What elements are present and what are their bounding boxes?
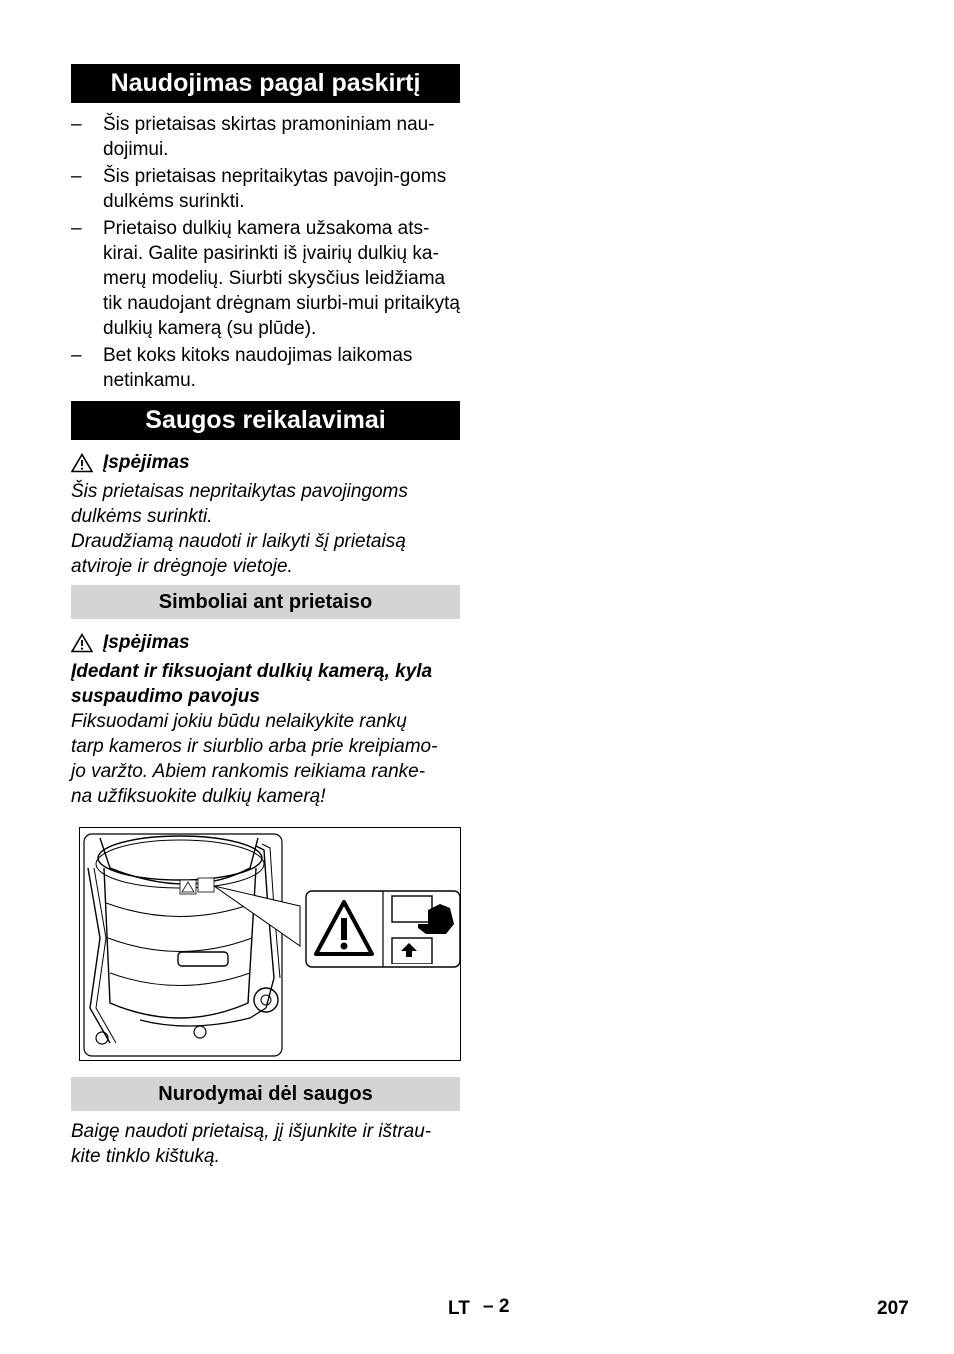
dash-marker: –	[71, 345, 82, 366]
section-heading-intended-use: Naudojimas pagal paskirtį	[71, 64, 460, 103]
warning-label: Įspėjimas	[103, 632, 190, 653]
footer-language-code: LT	[448, 1298, 470, 1319]
instruction-text-line: Baigę naudoti prietaisą, jį išjunkite ir ištrau-	[71, 1121, 432, 1142]
intended-use-list	[71, 112, 461, 395]
instruction-text-line: kite tinklo kištuką.	[71, 1146, 220, 1167]
list-item	[71, 164, 461, 214]
warning-text-line: Draudžiamą naudoti ir laikyti šį prietaisą	[71, 531, 406, 552]
hazard-text-line: jo varžto. Abiem rankomis reikiama ranke-	[71, 761, 426, 782]
section-heading-symbols: Simboliai ant prietaiso	[71, 585, 460, 619]
symbols-warning-block	[71, 630, 461, 809]
section-heading-safety-requirements: Saugos reikalavimai	[71, 401, 460, 440]
hazard-text-line: na užfiksuokite dulkių kamerą!	[71, 786, 326, 807]
list-item-text: Bet koks kitoks naudojimas laikomas netinkamu.	[103, 345, 413, 391]
warning-text-line: dulkėms surinkti.	[71, 506, 213, 527]
warning-triangle-icon	[312, 898, 376, 958]
hazard-title-line: suspaudimo pavojus	[71, 686, 260, 707]
section-heading-safety-instructions: Nurodymai dėl saugos	[71, 1077, 460, 1111]
list-item	[71, 216, 461, 341]
arrow-up-icon	[399, 942, 419, 958]
warning-triangle-icon	[71, 633, 93, 653]
list-item-text: Prietaiso dulkių kamera užsakoma ats-kirai. Galite pasirinkti iš įvairių dulkių ka-merų modelių. Siurbti skysčius leidžiama tik naudojant drėgnam siurbi-mui pritaikytą dulkių kamerą (su plūde).	[103, 218, 460, 339]
warning-heading	[71, 630, 461, 655]
warning-heading	[71, 450, 461, 475]
safety-instructions-text	[71, 1119, 461, 1169]
hazard-title-line: Įdedant ir fiksuojant dulkių kamerą, kyla	[71, 661, 433, 682]
warning-text-line: Šis prietaisas nepritaikytas pavojingoms	[71, 481, 408, 502]
list-item-text: Šis prietaisas nepritaikytas pavojin-goms dulkėms surinkti.	[103, 166, 447, 212]
dash-marker: –	[71, 166, 82, 187]
footer-section-number: – 2	[483, 1296, 510, 1317]
device-symbols-figure	[79, 827, 461, 1061]
warning-text-line: atviroje ir drėgnoje vietoje.	[71, 556, 293, 577]
hazard-text-line: tarp kameros ir siurblio arba prie kreipiamo-	[71, 736, 438, 757]
warning-label: Įspėjimas	[103, 452, 190, 473]
list-item	[71, 343, 461, 393]
dash-marker: –	[71, 114, 82, 135]
warning-triangle-icon	[71, 453, 93, 473]
dash-marker: –	[71, 218, 82, 239]
hazard-text-line: Fiksuodami jokiu būdu nelaikykite rankų	[71, 711, 407, 732]
safety-warning-block	[71, 450, 461, 579]
list-item-text: Šis prietaisas skirtas pramoniniam nau-dojimui.	[103, 114, 435, 160]
footer-page-number: 207	[877, 1298, 909, 1319]
list-item	[71, 112, 461, 162]
